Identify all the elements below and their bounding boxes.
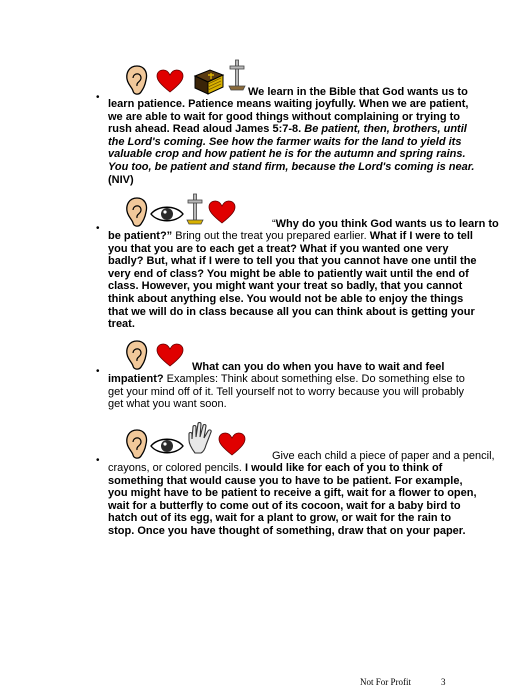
eye-icon: [150, 436, 184, 456]
heart-icon: [156, 343, 184, 367]
lesson-item-2: [96, 196, 499, 331]
icon-row: [108, 196, 499, 230]
paragraph: impatient? Examples: Think about something else. Do something else to get your mind off of it. Tell yourself not to worry because you will probably get what you want soon.: [108, 373, 465, 411]
icon-row: [108, 339, 478, 373]
lesson-item-4: [96, 428, 495, 538]
bullet: •: [96, 366, 100, 377]
paragraph: crayons, or colored pencils. I would like for each of you to think of something that would cause you to have to be patient. For example, you might have to be patient to receive a gift, wait for a flower to open, wait for a butterfly to come out of its cocoon, wait for a baby bird to hatch out of its egg, wait for a plant to grow, or wait for the rain to stop. Once you have thought of something, draw that on your paper.: [108, 462, 477, 537]
ear-icon: [124, 196, 150, 228]
bullet: •: [96, 92, 100, 103]
page-footer: [360, 677, 446, 687]
cross-icon: [186, 192, 204, 226]
icon-row: [108, 64, 478, 98]
lead-text: We learn in the Bible that God wants us to: [248, 86, 468, 98]
heart-icon: [218, 432, 246, 456]
heart-icon: [208, 200, 236, 224]
bible-icon: [192, 66, 226, 96]
hand-icon: [186, 422, 214, 454]
cross-icon: [228, 58, 246, 92]
lead-text: What can you do when you have to wait and feel: [192, 361, 445, 373]
eye-icon: [150, 204, 184, 224]
ear-icon: [124, 64, 150, 96]
ear-icon: [124, 339, 150, 371]
ear-icon: [124, 428, 150, 460]
paragraph: be patient?” Bring out the treat you prepared earlier. What if I were to tell you that you are to each get a treat? What if you wanted one very badly? But, what if I were to tell you that you cannot have one until the very end of class? You might be able to patiently wait until the end of class. However, you might want your treat so badly, that you cannot think about anything else. You would not be able to enjoy the things that we will do in class because all you can think about is getting your treat.: [108, 230, 477, 331]
bullet: •: [96, 223, 100, 234]
heart-icon: [156, 69, 184, 93]
lesson-item-1: [96, 64, 478, 186]
lesson-item-3: [96, 339, 478, 411]
paragraph: learn patience. Patience means waiting joyfully. When we are patient, we are able to wait for good things without complaining or trying to rush ahead. Read aloud James 5:7-8. Be patient, then, brothers, until the Lord's coming. See how the farmer waits for the land to yield its valuable crop and how patient he is for the autumn and spring rains. You too, be patient and stand firm, because the Lord's coming is near. (NIV): [108, 98, 475, 186]
page-number: 3: [441, 677, 446, 687]
lead-text: “Why do you think God wants us to learn to: [272, 218, 499, 230]
footer-text: Not For Profit: [360, 677, 412, 687]
lead-text: Give each child a piece of paper and a pencil,: [272, 450, 495, 462]
icon-row: [108, 428, 495, 462]
bullet: •: [96, 455, 100, 466]
